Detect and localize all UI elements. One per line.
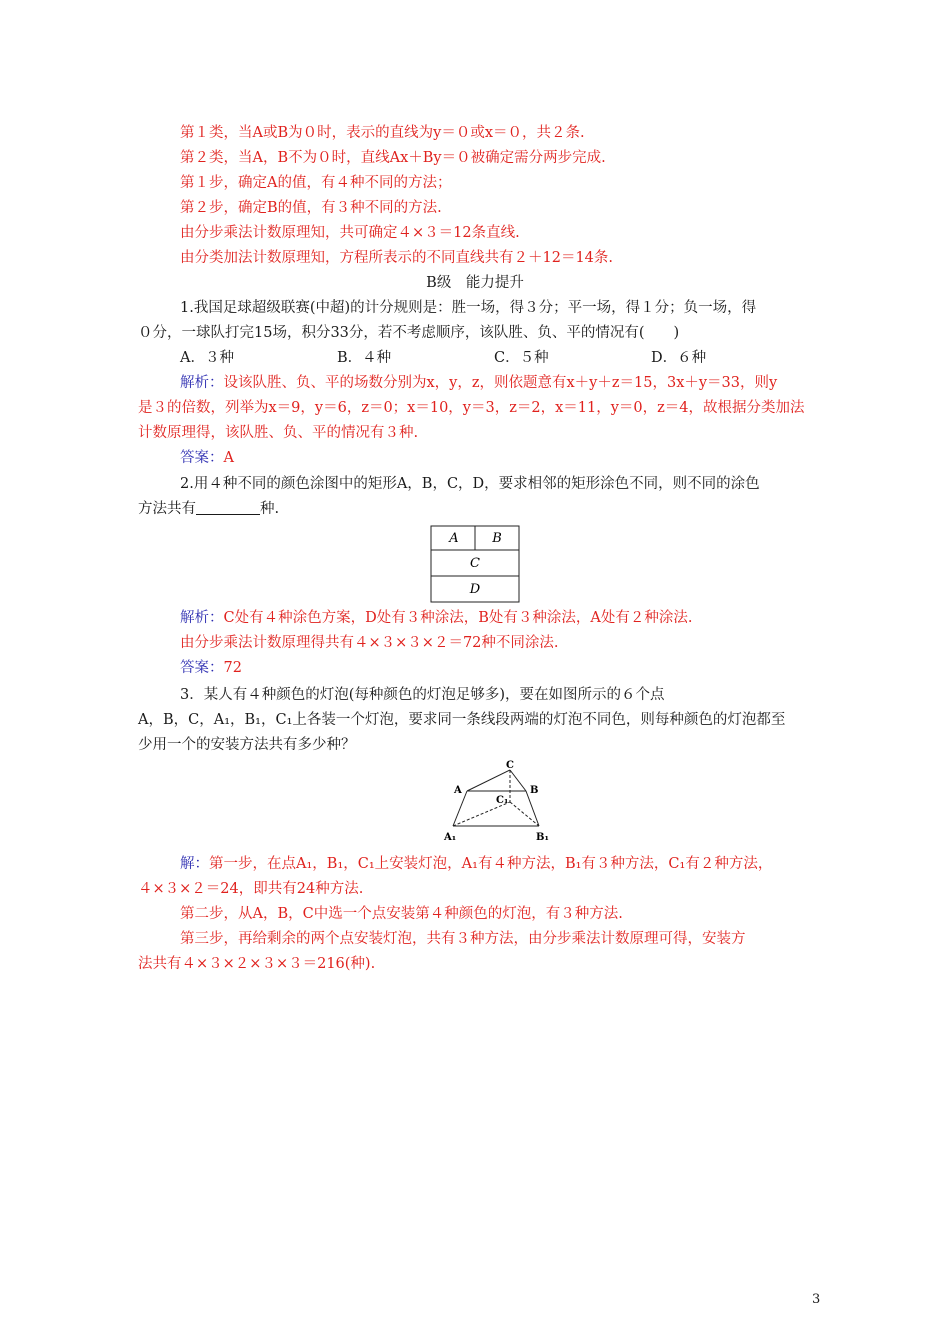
- q2-analysis-line: 解析：C处有４种涂色方案，D处有３种涂法，B处有３种涂法，A处有２种涂法.: [180, 610, 693, 626]
- solution-line: 由分步乘法计数原理知，共可确定４×３＝12条直线.: [180, 225, 520, 241]
- analysis-label: 解析：: [180, 610, 224, 626]
- q1-answer: 答案：A: [180, 450, 234, 466]
- q3-solution-line: ４×３×２＝24，即共有24种方法.: [138, 881, 364, 897]
- answer-label: 答案：: [180, 660, 224, 676]
- q2-stem-line: 方法共有 种.: [138, 501, 280, 517]
- page-number: 3: [812, 1292, 821, 1307]
- rectangle-coloring-figure: [430, 525, 522, 605]
- q3-solution-line: 第三步，再给剩余的两个点安装灯泡，共有３种方法，由分步乘法计数原理可得，安装方: [180, 931, 746, 947]
- analysis-label: 解析：: [180, 375, 224, 391]
- q1-stem-line: 1.我国足球超级联赛(中超)的计分规则是：胜一场，得３分；平一场，得１分；负一场，得: [180, 300, 757, 316]
- point-c-label: C: [506, 760, 514, 771]
- section-title: B级 能力提升: [426, 275, 524, 291]
- point-a1-label: A₁: [444, 832, 457, 843]
- solution-line: 第１类，当A或B为０时，表示的直线为y＝０或x＝０，共２条.: [180, 125, 585, 141]
- answer-blank: [196, 500, 260, 515]
- q1-analysis-line: 计数原理得，该队胜、负、平的情况有３种.: [138, 425, 419, 441]
- q3-solution-line: 第二步，从A，B，C中选一个点安装第４种颜色的灯泡，有３种方法.: [180, 906, 623, 922]
- q1-analysis-line: 解析：设该队胜、负、平的场数分别为x，y，z，则依题意有x＋y＋z＝15，3x＋y＝33，则y: [180, 375, 778, 391]
- answer-label: 答案：: [180, 450, 224, 466]
- point-b1-label: B₁: [536, 832, 549, 843]
- solution-line: 第１步，确定A的值，有４种不同的方法；: [180, 175, 452, 191]
- q1-option-b: B．４种: [337, 350, 392, 366]
- region-c-label: C: [470, 556, 480, 571]
- q1-analysis-line: 是３的倍数，列举为x＝9，y＝6，z＝0；x＝10，y＝3，z＝2，x＝11，y＝0，z＝4，故根据分类加法: [138, 400, 805, 416]
- point-a-label: A: [454, 785, 462, 796]
- region-b-label: B: [492, 531, 502, 546]
- q2-stem-line: 2.用４种不同的颜色涂图中的矩形A，B，C，D，要求相邻的矩形涂色不同，则不同的涂色: [180, 476, 760, 492]
- q2-analysis-line: 由分步乘法计数原理得共有４×３×３×２＝72种不同涂法.: [180, 635, 559, 651]
- prism-figure: [440, 758, 555, 844]
- q3-stem-line: A，B，C，A₁，B₁，C₁上各装一个灯泡，要求同一条线段两端的灯泡不同色，则每种颜色的灯泡都至: [138, 712, 786, 728]
- q1-stem-line: ０分，一球队打完15场，积分33分，若不考虑顺序，该队胜、负、平的情况有( ): [138, 325, 680, 341]
- region-a-label: A: [449, 531, 459, 546]
- q3-solution-line: 解：第一步，在点A₁，B₁，C₁上安装灯泡，A₁有４种方法，B₁有３种方法，C₁有２种方法，: [180, 856, 773, 872]
- q3-stem-line: 少用一个的安装方法共有多少种？: [138, 737, 356, 753]
- solution-line: 由分类加法计数原理知，方程所表示的不同直线共有２＋12＝14条.: [180, 250, 614, 266]
- q2-answer: 答案：72: [180, 660, 242, 676]
- solution-line: 第２类，当A，B不为０时，直线Ax＋By＝０被确定需分两步完成.: [180, 150, 606, 166]
- q1-option-a: A．３种: [180, 350, 234, 366]
- region-d-label: D: [469, 582, 481, 597]
- solution-line: 第２步，确定B的值，有３种不同的方法.: [180, 200, 442, 216]
- q3-solution-line: 法共有４×３×２×３×３＝216(种).: [138, 956, 376, 972]
- q1-option-c: C．５种: [494, 350, 549, 366]
- q1-option-d: D．６种: [651, 350, 707, 366]
- q3-stem-line: 3．某人有４种颜色的灯泡(每种颜色的灯泡足够多)，要在如图所示的６个点: [180, 687, 665, 703]
- point-b-label: B: [530, 785, 539, 796]
- point-c1-label: C₁: [496, 795, 509, 806]
- solution-label: 解：: [180, 856, 209, 872]
